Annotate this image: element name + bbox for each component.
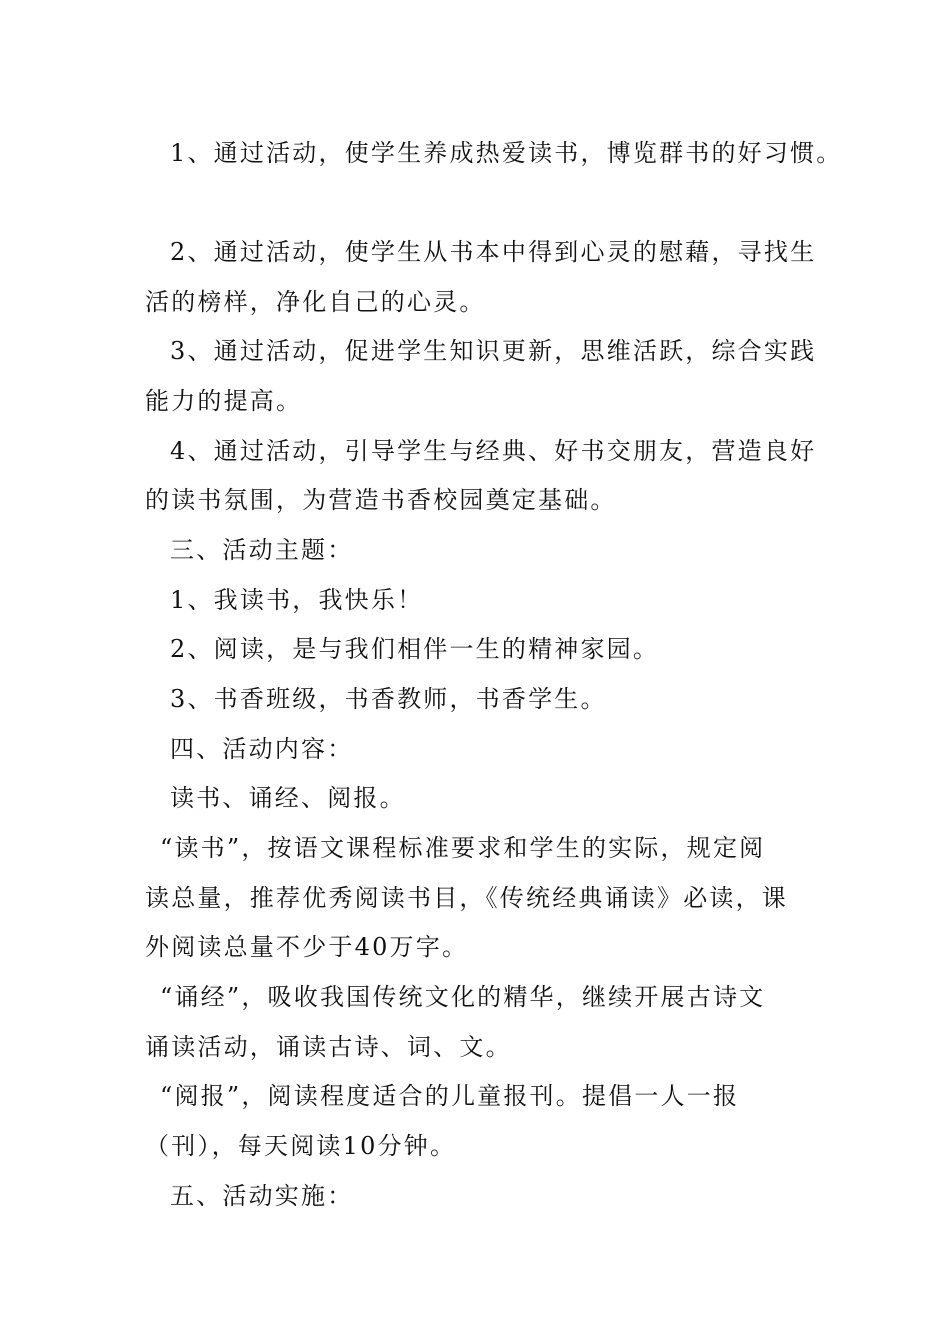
paragraph-content-summary: 读书、诵经、阅报。 <box>170 784 406 812</box>
paragraph-goal-4-line-2: 的读书氛围，为营造书香校园奠定基础。 <box>145 486 617 514</box>
paragraph-reading-line-1: “读书”，按语文课程标准要求和学生的实际，规定阅 <box>160 834 766 862</box>
paragraph-goal-4-line-1: 4、通过活动，引导学生与经典、好书交朋友，营造良好 <box>170 437 817 465</box>
paragraph-reading-line-2: 读总量，推荐优秀阅读书目，《传统经典诵读》必读，课 <box>145 884 788 912</box>
paragraph-newspaper-line-2: （刊），每天阅读10分钟。 <box>145 1132 457 1160</box>
paragraph-goal-1: 1、通过活动，使学生养成热爱读书，博览群书的好习惯。 <box>170 139 843 167</box>
paragraph-goal-2-line-2: 活的榜样，净化自己的心灵。 <box>145 288 486 316</box>
paragraph-reading-line-3: 外阅读总量不少于40万字。 <box>145 933 469 961</box>
section-heading-theme: 三、活动主题： <box>170 536 354 564</box>
paragraph-theme-3: 3、书香班级，书香教师，书香学生。 <box>170 685 607 713</box>
paragraph-theme-2: 2、阅读，是与我们相伴一生的精神家园。 <box>170 635 660 663</box>
paragraph-recitation-line-1: “诵经”，吸收我国传统文化的精华，继续开展古诗文 <box>160 983 766 1011</box>
paragraph-newspaper-line-1: “阅报”，阅读程度适合的儿童报刊。提倡一人一报 <box>160 1082 740 1110</box>
paragraph-goal-3-line-1: 3、通过活动，促进学生知识更新，思维活跃，综合实践 <box>170 337 817 365</box>
paragraph-goal-3-line-2: 能力的提高。 <box>145 387 303 415</box>
section-heading-implementation: 五、活动实施： <box>170 1182 354 1210</box>
paragraph-theme-1: 1、我读书，我快乐！ <box>170 586 424 614</box>
paragraph-recitation-line-2: 诵读活动，诵读古诗、词、文。 <box>145 1033 512 1061</box>
section-heading-content: 四、活动内容： <box>170 735 354 763</box>
paragraph-goal-2-line-1: 2、通过活动，使学生从书本中得到心灵的慰藉，寻找生 <box>170 238 817 266</box>
